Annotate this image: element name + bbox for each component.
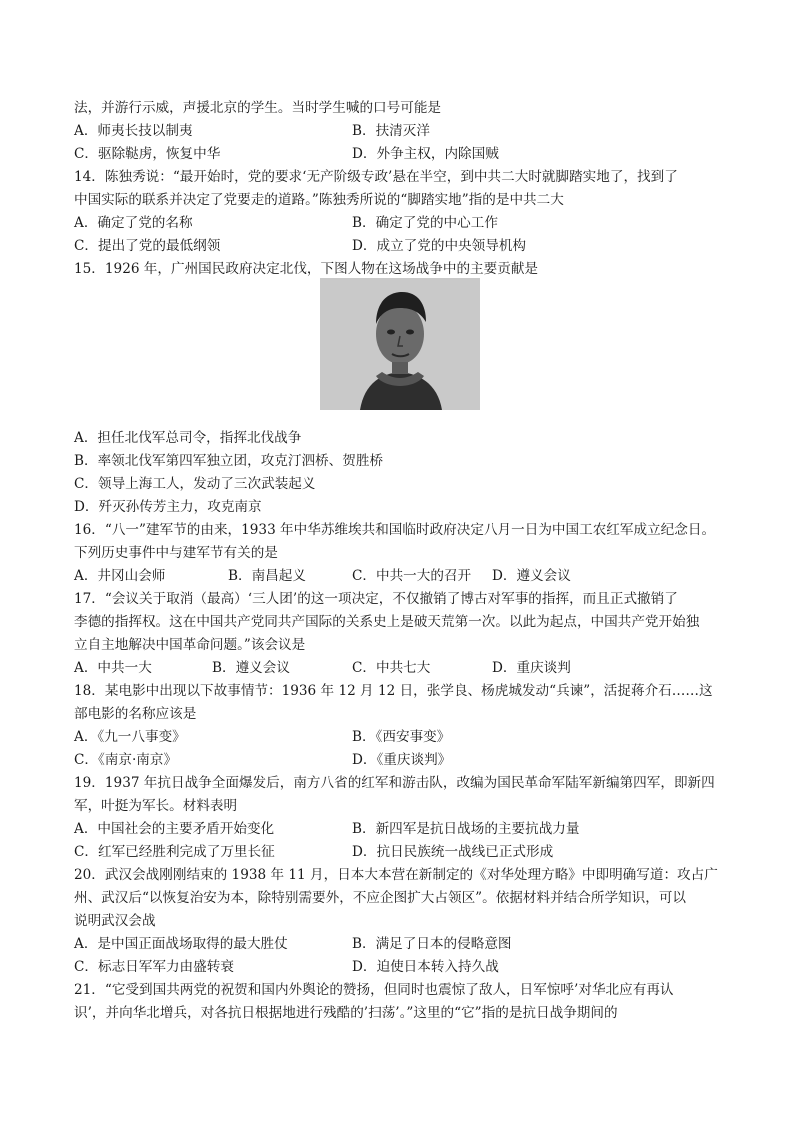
question-21-stem-line-1: 21．“它受到国共两党的祝贺和国内外舆论的赞扬，但同时也震惊了敌人，日军惊呼’对华北应有再认 (74, 982, 674, 998)
question-14-option-d[interactable]: D．成立了党的中央领导机构 (352, 238, 527, 254)
question-14-option-a[interactable]: A．确定了党的名称 (74, 215, 193, 231)
question-20-stem-line-1: 20．武汉会战刚刚结束的 1938 年 11 月，日本大本营在新制定的《对华处理方略》中即明确写道：攻占广 (74, 867, 718, 883)
question-15-option-b[interactable]: B．率领北伐军第四军独立团，攻克汀泗桥、贺胜桥 (74, 453, 384, 469)
question-15-option-a[interactable]: A．担任北伐军总司令，指挥北伐战争 (74, 430, 302, 446)
question-16-stem-line-2: 下列历史事件中与建军节有关的是 (74, 545, 278, 561)
question-19-stem-line-1: 19．1937 年抗日战争全面爆发后，南方八省的红军和游击队，改编为国民革命军陆军新编第四军，即新四 (74, 775, 715, 791)
question-14-option-b[interactable]: B．确定了党的中心工作 (352, 215, 498, 231)
portrait-photo (320, 278, 480, 410)
question-16-option-b[interactable]: B．南昌起义 (228, 568, 306, 584)
question-13-option-a[interactable]: A．师夷长技以制夷 (74, 123, 193, 139)
question-20-option-a[interactable]: A．是中国正面战场取得的最大胜仗 (74, 936, 288, 952)
question-20-stem-line-2: 州、武汉后“以恢复治安为本，除特别需要外，不应企图扩大占领区”。依据材料并结合所学知识，可以 (74, 890, 687, 906)
question-19-stem-line-2: 军，叶挺为军长。材料表明 (74, 798, 238, 814)
question-14-stem-line-2: 中国实际的联系并决定了党要走的道路。”陈独秀所说的“脚踏实地”指的是中共二大 (74, 192, 564, 208)
question-19-option-d[interactable]: D．抗日民族统一战线已正式形成 (352, 844, 554, 860)
question-14-stem-line-1: 14．陈独秀说：“最开始时，党的要求‘无产阶级专政’悬在半空，到中共二大时就脚踏实地了，找到了 (74, 169, 678, 185)
question-18-option-a[interactable]: A．《九一八事变》 (74, 729, 186, 745)
question-16-option-a[interactable]: A．井冈山会师 (74, 568, 166, 584)
question-15-option-d[interactable]: D．歼灭孙传芳主力，攻克南京 (74, 499, 262, 515)
question-17-option-b[interactable]: B．遵义会议 (212, 660, 290, 676)
question-13-option-b[interactable]: B．扶清灭洋 (352, 123, 430, 139)
question-16-option-d[interactable]: D．遵义会议 (492, 568, 571, 584)
question-20-stem-line-3: 说明武汉会战 (74, 913, 156, 929)
question-19-option-b[interactable]: B．新四军是抗日战场的主要抗战力量 (352, 821, 580, 837)
question-13-option-d[interactable]: D．外争主权，内除国贼 (352, 146, 499, 162)
question-21-stem-line-2: 识’，并向华北增兵，对各抗日根据地进行残酷的’扫荡’。”这里的“它”指的是抗日战争期间的 (74, 1005, 618, 1021)
question-18-stem-line-2: 部电影的名称应该是 (74, 706, 197, 722)
question-19-option-c[interactable]: C．红军已经胜利完成了万里长征 (74, 844, 275, 860)
question-15-stem: 15．1926 年，广州国民政府决定北伐，下图人物在这场战争中的主要贡献是 (74, 261, 539, 277)
question-20-option-d[interactable]: D．迫使日本转入持久战 (352, 959, 499, 975)
question-17-option-d[interactable]: D．重庆谈判 (492, 660, 571, 676)
question-13-stem: 法，并游行示威，声援北京的学生。当时学生喊的口号可能是 (74, 100, 442, 116)
portrait-image (320, 278, 480, 410)
question-17-stem-line-1: 17．“会议关于取消（最高）‘三人团’的这一项决定，不仅撤销了博古对军事的指挥，而且正式撤销了 (74, 591, 678, 607)
question-19-option-a[interactable]: A．中国社会的主要矛盾开始变化 (74, 821, 275, 837)
question-14-option-c[interactable]: C．提出了党的最低纲领 (74, 238, 221, 254)
question-18-option-b[interactable]: B．《西安事变》 (352, 729, 451, 745)
question-18-option-c[interactable]: C．《南京·南京》 (74, 752, 178, 768)
question-16-option-c[interactable]: C．中共一大的召开 (352, 568, 472, 584)
question-17-option-a[interactable]: A．中共一大 (74, 660, 152, 676)
question-18-stem-line-1: 18．某电影中出现以下故事情节：1936 年 12 月 12 日，张学良、杨虎城发动“兵谏”，活捉蒋介石……这 (74, 683, 713, 699)
question-17-stem-line-2: 李德的指挥权。这在中国共产党同共产国际的关系史上是破天荒第一次。以此为起点，中国共产党开始独 (74, 614, 700, 630)
question-17-stem-line-3: 立自主地解决中国革命问题。”该会议是 (74, 637, 306, 653)
question-17-option-c[interactable]: C．中共七大 (352, 660, 431, 676)
question-16-stem-line-1: 16．“八一”建军节的由来，1933 年中华苏维埃共和国临时政府决定八月一日为中国工农红军成立纪念日。 (74, 522, 716, 538)
question-18-option-d[interactable]: D．《重庆谈判》 (352, 752, 452, 768)
question-20-option-c[interactable]: C．标志日军军力由盛转衰 (74, 959, 234, 975)
question-15-option-c[interactable]: C．领导上海工人，发动了三次武装起义 (74, 476, 316, 492)
question-13-option-c[interactable]: C．驱除鞑虏，恢复中华 (74, 146, 221, 162)
question-20-option-b[interactable]: B．满足了日本的侵略意图 (352, 936, 512, 952)
